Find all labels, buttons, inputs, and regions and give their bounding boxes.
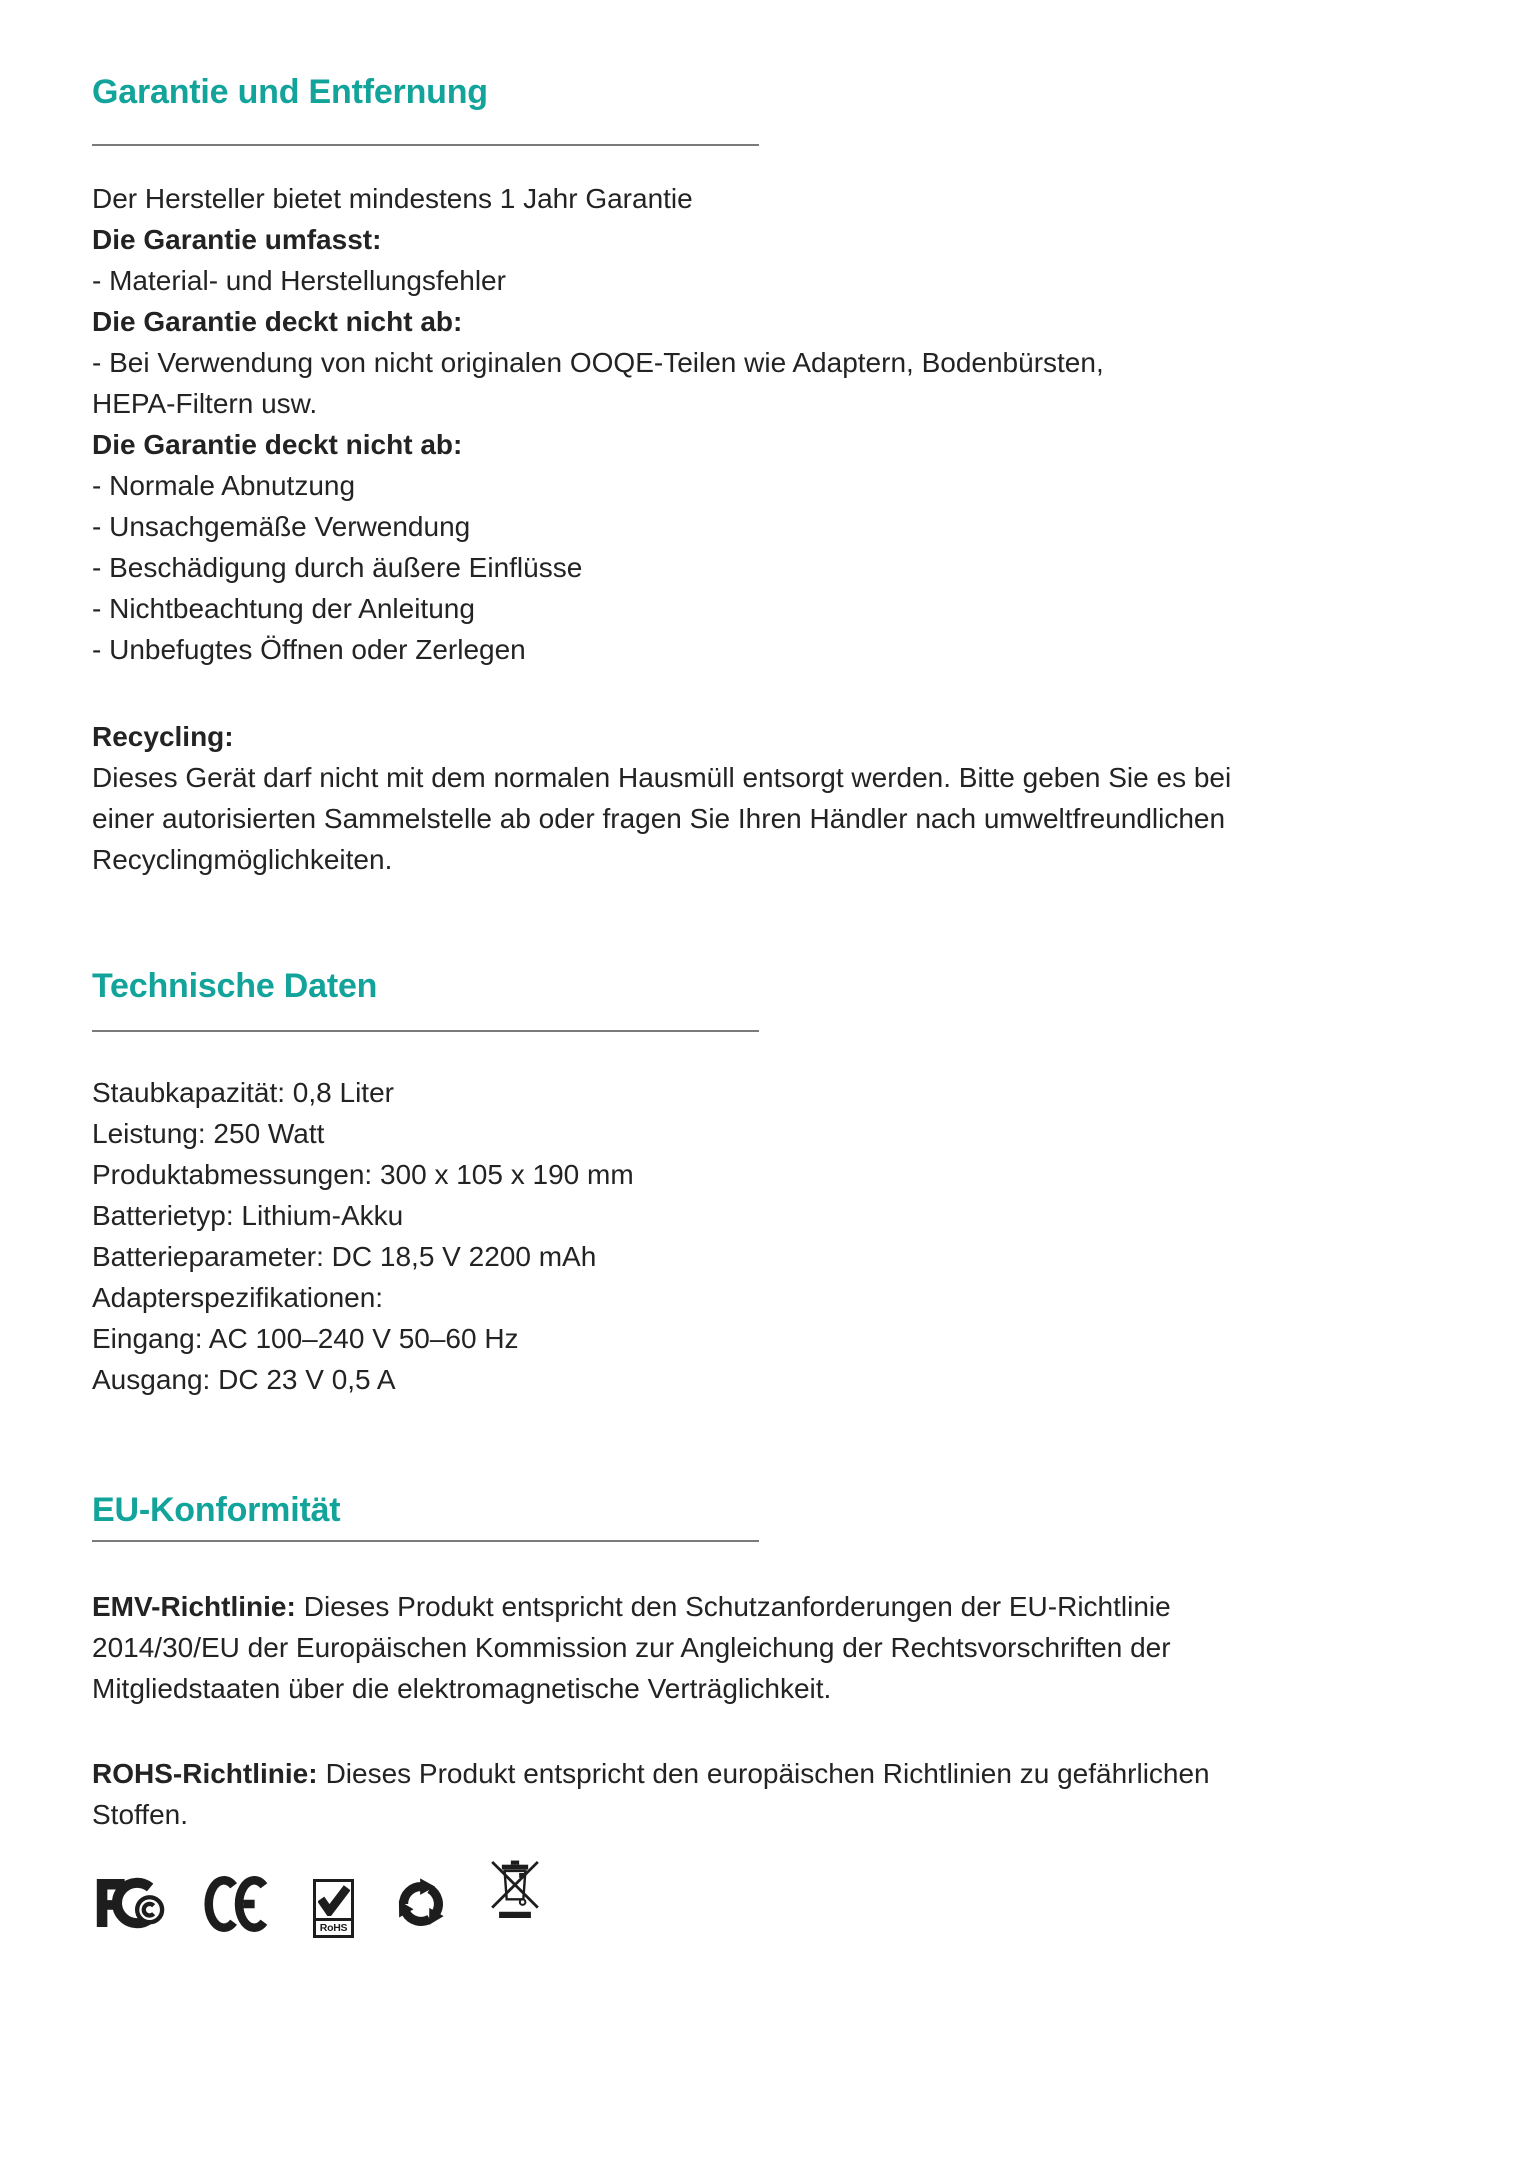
emv-line: Mitgliedstaaten über die elektromagnetische Verträglichkeit.: [92, 1673, 832, 1704]
emv-paragraph: [92, 1586, 1425, 1709]
warranty-excludes-item: - Normale Abnutzung: [92, 470, 356, 501]
spec-item-output: Ausgang: DC 23 V 0,5 A: [92, 1364, 396, 1395]
spec-item-power: Leistung: 250 Watt: [92, 1118, 325, 1149]
emv-text: Dieses Produkt entspricht den Schutzanforderungen der EU-Richtlinie: [303, 1591, 1171, 1622]
warranty-excludes-item: - Unsachgemäße Verwendung: [92, 511, 471, 542]
rohs-line: Stoffen.: [92, 1799, 189, 1830]
rohs-checkmark-icon: [316, 1882, 351, 1918]
rohs-line: [92, 1753, 1425, 1794]
recycling-text-block: [92, 716, 1425, 880]
warranty-excludes-item: HEPA-Filtern usw.: [92, 388, 318, 419]
spec-item-dust-capacity: Staubkapazität: 0,8 Liter: [92, 1077, 394, 1108]
specs-section-title: Technische Daten: [92, 967, 378, 1005]
warranty-text-block: [92, 178, 1425, 670]
specs-list: [92, 1072, 1425, 1400]
rohs-paragraph: [92, 1753, 1425, 1835]
warranty-excludes-label-2: Die Garantie deckt nicht ab:: [92, 429, 463, 460]
recycling-label: Recycling:: [92, 721, 234, 752]
warranty-excludes-label-1: Die Garantie deckt nicht ab:: [92, 306, 463, 337]
spec-item-battery-type: Batterietyp: Lithium-Akku: [92, 1200, 404, 1231]
recycling-line: einer autorisierten Sammelstelle ab oder fragen Sie Ihren Händler nach umweltfreundlichen: [92, 803, 1226, 834]
rohs-text: Dieses Produkt entspricht den europäischen Richtlinien zu gefährlichen: [325, 1758, 1210, 1789]
recycling-line: Recyclingmöglichkeiten.: [92, 844, 393, 875]
emv-directive-label: EMV-Richtlinie:: [92, 1591, 296, 1622]
warranty-covers-label: Die Garantie umfasst:: [92, 224, 382, 255]
warranty-intro-line: Der Hersteller bietet mindestens 1 Jahr Garantie: [92, 183, 693, 214]
emv-line: [92, 1586, 1425, 1627]
spec-item-dimensions: Produktabmessungen: 300 x 105 x 190 mm: [92, 1159, 634, 1190]
recycling-line: Dieses Gerät darf nicht mit dem normalen Hausmüll entsorgt werden. Bitte geben Sie es bei: [92, 762, 1232, 793]
recycling-mark-icon: [392, 1875, 450, 1938]
warranty-excludes-item: - Beschädigung durch äußere Einflüsse: [92, 552, 583, 583]
ce-mark-icon: [203, 1875, 275, 1938]
rohs-mark-label: RoHS: [316, 1918, 351, 1935]
eu-section-title: EU-Konformität: [92, 1491, 341, 1529]
emv-line: 2014/30/EU der Europäischen Kommission zur Angleichung der Rechtsvorschriften der: [92, 1632, 1171, 1663]
spec-item-input: Eingang: AC 100–240 V 50–60 Hz: [92, 1323, 519, 1354]
certification-marks-row: [92, 1859, 1425, 1938]
rohs-directive-label: ROHS-Richtlinie:: [92, 1758, 318, 1789]
rohs-mark-icon: [313, 1879, 354, 1938]
warranty-excludes-item: - Nichtbeachtung der Anleitung: [92, 593, 475, 624]
warranty-excludes-item: - Bei Verwendung von nicht originalen OOQE-Teilen wie Adaptern, Bodenbürsten,: [92, 347, 1104, 378]
warranty-excludes-item: - Unbefugtes Öffnen oder Zerlegen: [92, 634, 526, 665]
spec-item-battery-params: Batterieparameter: DC 18,5 V 2200 mAh: [92, 1241, 597, 1272]
section-divider: [92, 144, 759, 146]
warranty-section-title: Garantie und Entfernung: [92, 73, 488, 111]
warranty-covers-item: - Material- und Herstellungsfehler: [92, 265, 506, 296]
section-divider: [92, 1030, 759, 1032]
section-divider: [92, 1540, 759, 1542]
spec-item-adapter-label: Adapterspezifikationen:: [92, 1282, 384, 1313]
fcc-mark-icon: [92, 1873, 165, 1938]
weee-bin-mark-icon: [488, 1859, 542, 1928]
